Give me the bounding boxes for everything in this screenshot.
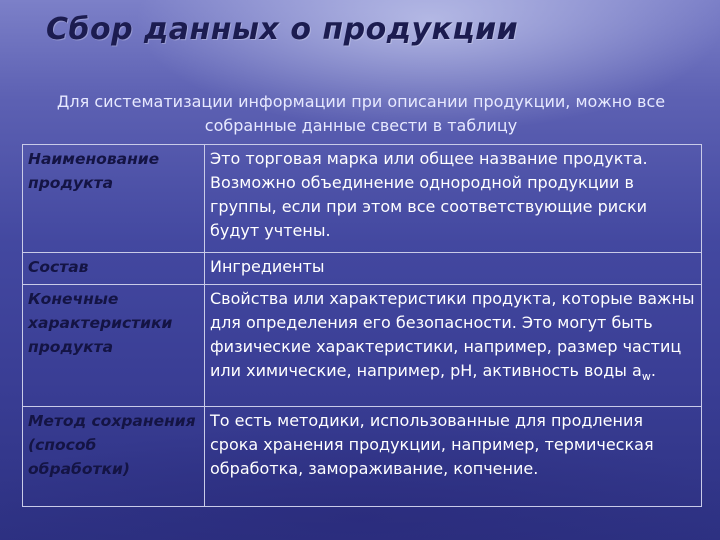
row-text-composition: Ингредиенты <box>205 253 702 285</box>
subtitle-line-1: Для систематизации информации при описании продукции, можно все <box>56 92 666 111</box>
row-label-composition: Состав <box>23 253 205 285</box>
water-activity-subscript: w <box>641 370 651 384</box>
final-characteristics-text: Свойства или характеристики продукта, которые важны для определения его безопасности. Это могут быть физические характеристики, например, размер частиц или химические, например, pH, активность воды a <box>210 289 695 380</box>
row-text-preservation-method: То есть методики, использованные для продления срока хранения продукции, например, термическая обработка, замораживание, копчение. <box>205 407 702 507</box>
subtitle-line-2: собранные данные свести в таблицу <box>204 116 518 135</box>
table-row <box>23 145 702 253</box>
final-characteristics-suffix: . <box>650 361 656 380</box>
row-label-preservation-method: Метод сохранения (способ обработки) <box>23 407 205 507</box>
row-label-product-name: Наименование продукта <box>23 145 205 253</box>
slide-title: Сбор данных о продукции <box>46 12 519 47</box>
table-row <box>23 407 702 507</box>
product-data-table <box>22 144 702 507</box>
table-row <box>23 253 702 285</box>
row-text-final-characteristics <box>205 285 702 407</box>
table-row <box>23 285 702 407</box>
row-text-product-name: Это торговая марка или общее название продукта. Возможно объединение однородной продукции в группы, если при этом все соответствующие риски будут учтены. <box>205 145 702 253</box>
slide-subtitle <box>16 90 706 138</box>
row-label-final-characteristics: Конечные характеристики продукта <box>23 285 205 407</box>
